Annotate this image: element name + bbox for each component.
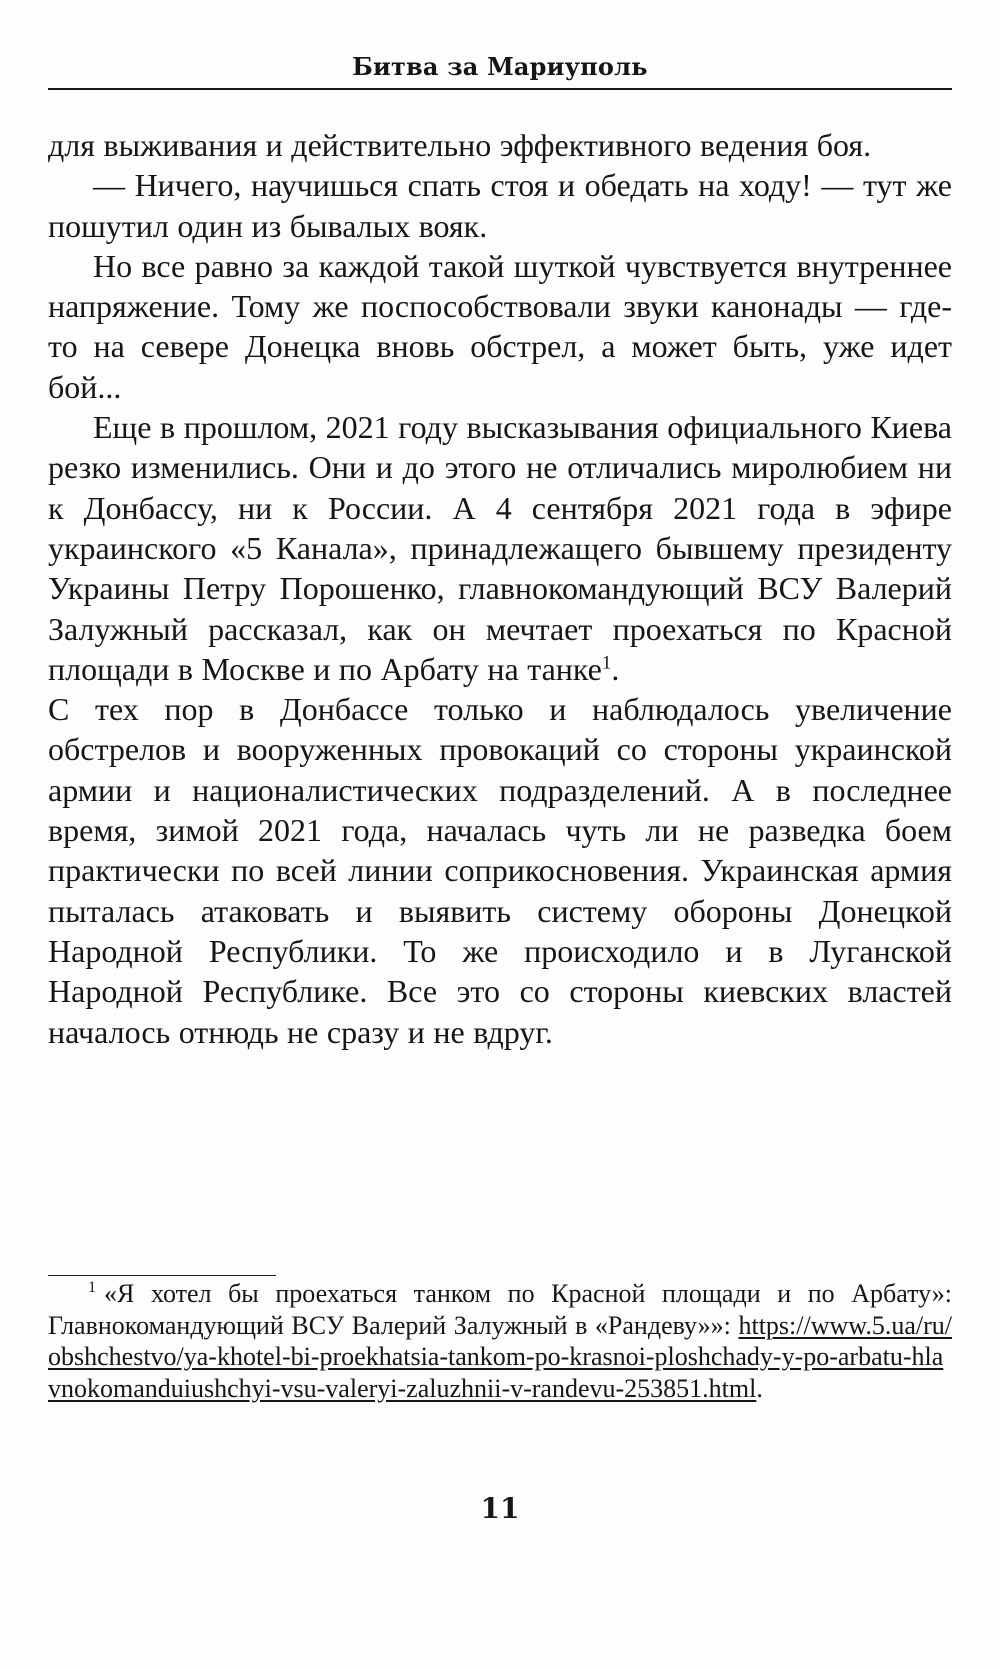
- paragraph: — Ничего, научишься спать стоя и обедать на ходу! — тут же пошутил один из бывалых вояк.: [48, 167, 952, 244]
- footnote-reference[interactable]: 1: [601, 652, 612, 674]
- body-text: [48, 125, 952, 1052]
- paragraph-with-footnote: Еще в прошлом, 2021 году высказывания официального Киева резко изменились. Они и до этого не отличались миролюбием ни к Донбассу, ни к России. А 4 сентября 2021 года в эфире украинского «5 Канала», принадлежащего бывшему президенту Украины Петру Порошенко, главнокомандующий ВСУ Валерий Залужный рассказал, как он мечтает проехаться по Красной площади в Москве и по Арбату на танке$^1$.: [48, 409, 952, 687]
- paragraph: Но все равно за каждой такой шуткой чувствуется внутреннее напряжение. Тому же поспособствовали звуки канонады — где-то на севере Донецка вновь обстрел, а может быть, уже идет бой...: [48, 247, 952, 405]
- footnote-trailing: .: [756, 1373, 763, 1403]
- footnote-text: «Я хотел бы проехаться танком по Красной площади и по Арбату»: Главнокомандующий ВСУ Валерий Залужный в «Рандеву»»:: [48, 1279, 952, 1340]
- header-rule: [48, 88, 952, 90]
- paragraph: С тех пор в Донбассе только и наблюдалось увеличение обстрелов и вооруженных провокаций со стороны украинской армии и националистических подразделений. А в последнее время, зимой 2021 года, началась чуть ли не разведка боем практически по всей линии соприкосновения. Украинская армия пыталась атаковать и выявить систему обороны Донецкой Народной Республики. То же происходило и в Луганской Народной Республике. Все это со стороны киевских властей началось отнюдь не сразу и не вдруг.: [48, 691, 952, 1050]
- footnote-link[interactable]: https://www.5.ua/ru/obshchestvo/ya-khotel-bi-proekhatsia-tankom-po-krasnoi-ploshchady-y-po-arbatu-hlavnokomanduiushchyi-vsu-valeryi-zaluzhnii-v-randevu-253851.html: [48, 1310, 952, 1403]
- footnote-rule: [48, 1275, 276, 1276]
- footnote-marker: 1: [88, 1279, 96, 1297]
- paragraph: для выживания и действительно эффективного ведения боя.: [48, 127, 872, 163]
- paragraph-text: Еще в прошлом, 2021 году высказывания официального Киева резко изменились. Они и до этого не отличались миролюбием ни к Донбассу, ни к России. А 4 сентября 2021 года в эфире украинского «5 Канала», принадлежащего бывшему президенту Украины Петру Порошенко, главнокомандующий ВСУ Валерий Залужный рассказал, как он мечтает проехаться по Красной площади в Москве и по Арбату на танке: [48, 409, 952, 687]
- footnote: [48, 1278, 952, 1404]
- page-number: 11: [480, 1492, 520, 1525]
- running-head: Битва за Мариуполь: [352, 52, 648, 81]
